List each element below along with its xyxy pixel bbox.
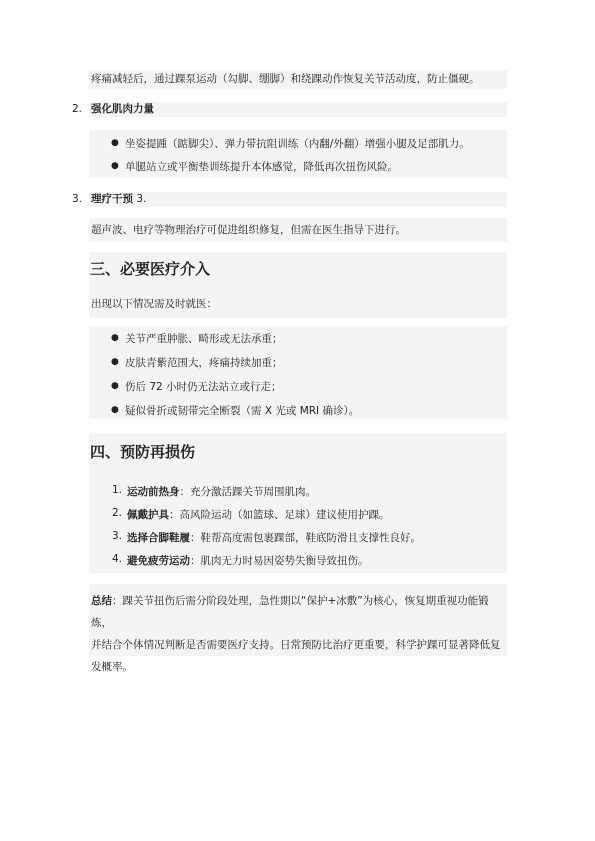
section2-heading bbox=[89, 102, 507, 117]
section3-title: 理疗干预 bbox=[91, 193, 133, 205]
list-item: 坐姿提踵（踮脚尖）、弹力带抗阻训练（内翻/外翻）增强小腿及足部肌力。 bbox=[125, 138, 470, 150]
list-item: 皮肤青紫范围大，疼痛持续加重； bbox=[125, 357, 283, 369]
bullet-dot: ● bbox=[111, 333, 119, 343]
intro-block bbox=[89, 70, 507, 89]
prevention-number: 2. bbox=[112, 507, 123, 519]
bullet-dot: ● bbox=[111, 138, 119, 148]
bullet-dot: ● bbox=[111, 161, 119, 171]
bullet-dot: ● bbox=[111, 405, 119, 415]
intro-text: 疼痛减轻后，通过踝泵运动（勾脚、绷脚）和绕踝动作恢复关节活动度，防止僵硬。 bbox=[91, 73, 480, 85]
section3-heading bbox=[89, 192, 507, 207]
prevention-item: 选择合脚鞋履：鞋帮高度需包裹踝部，鞋底防滑且支撑性良好。 bbox=[127, 532, 421, 544]
prevention-number: 4. bbox=[112, 553, 123, 565]
section2-number: 2. bbox=[72, 103, 83, 115]
section3-text-block bbox=[89, 218, 507, 242]
summary-label: 总结 bbox=[91, 595, 112, 607]
section3-suffix: 3. bbox=[133, 193, 147, 205]
prevention-item: 避免疲劳运动：肌肉无力时易因姿势失衡导致扭伤。 bbox=[127, 555, 369, 567]
section2-title: 强化肌肉力量 bbox=[91, 103, 154, 115]
section3-text: 超声波、电疗等物理治疗可促进组织修复，但需在医生指导下进行。 bbox=[91, 224, 406, 236]
prevention-number: 1. bbox=[112, 484, 123, 496]
summary-block bbox=[89, 584, 507, 673]
list-item: 关节严重肿胀、畸形或无法承重； bbox=[125, 333, 283, 345]
summary-text: 总结：踝关节扭伤后需分阶段处理，急性期以“保护+冰敷”为核心，恢复期重视功能锻炼， 并结合个体情况判断是否需要医疗支持。日常预防比治疗更重要，科学护踝可显著降低复 发概率。 bbox=[91, 595, 501, 673]
heading-prevention: 四、预防再损伤 bbox=[90, 443, 196, 461]
heading-medical: 三、必要医疗介入 bbox=[90, 260, 211, 278]
list-item: 伤后 72 小时仍无法站立或行走； bbox=[125, 381, 282, 393]
prevention-item: 运动前热身：充分激活踝关节周围肌肉。 bbox=[127, 486, 316, 498]
list-item: 单腿站立或平衡垫训练提升本体感觉，降低再次扭伤风险。 bbox=[125, 161, 398, 173]
section3-number: 3. bbox=[72, 193, 83, 205]
list-item: 疑似骨折或韧带完全断裂（需 X 光或 MRI 确诊）。 bbox=[125, 405, 360, 417]
bullet-dot: ● bbox=[111, 381, 119, 391]
bullet-dot: ● bbox=[111, 357, 119, 367]
prevention-number: 3. bbox=[112, 530, 123, 542]
prevention-item: 佩戴护具：高风险运动（如篮球、足球）建议使用护踝。 bbox=[127, 509, 390, 521]
medical-intro: 出现以下情况需及时就医： bbox=[91, 298, 217, 310]
